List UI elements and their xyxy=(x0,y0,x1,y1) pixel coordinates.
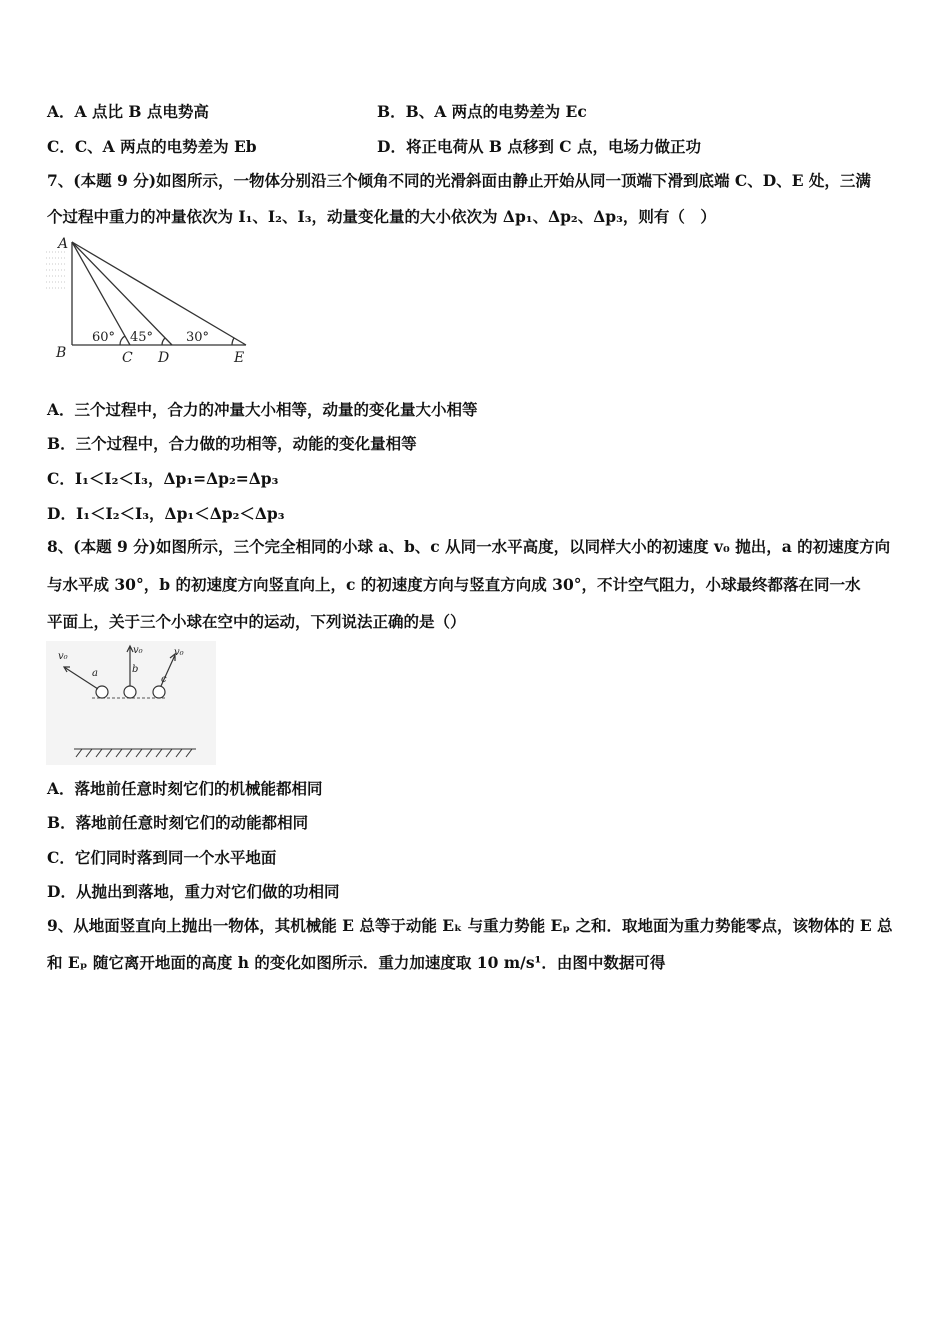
q7-stem-line1: 7、(本题 9 分)如图所示，一物体分别沿三个倾角不同的光滑斜面由静止开始从同一顶端下滑到底端 C、D、E 处，三满 xyxy=(47,171,871,190)
q7-option-a: A．三个过程中，合力的冲量大小相等，动量的变化量大小相等 xyxy=(47,400,478,419)
figure-background xyxy=(46,641,216,765)
q7-incline-figure xyxy=(44,234,264,369)
q6-option-d: D．将正电荷从 B 点移到 C 点，电场力做正功 xyxy=(377,137,701,156)
q7-option-c: C．I₁＜I₂＜I₃，Δp₁=Δp₂=Δp₃ xyxy=(47,469,279,488)
v0-label-b: v₀ xyxy=(133,645,143,656)
ball-b xyxy=(124,686,136,698)
ball-label-a: a xyxy=(92,668,98,679)
angle-arc-c xyxy=(120,336,125,345)
q8-option-b: B．落地前任意时刻它们的动能都相同 xyxy=(47,813,309,832)
q7-option-b: B．三个过程中，合力做的功相等，动能的变化量相等 xyxy=(47,434,417,453)
q8-stem-line2: 与水平成 30°，b 的初速度方向竖直向上，c 的初速度方向与竖直方向成 30°，不计空气阻力，小球最终都落在同一水 xyxy=(47,575,861,594)
angle-arc-e xyxy=(232,338,234,345)
q9-stem-line1: 9、从地面竖直向上抛出一物体，其机械能 E 总等于动能 Eₖ 与重力势能 Eₚ 之和．取地面为重力势能零点，该物体的 E 总 xyxy=(47,916,893,935)
q6-option-c: C．C、A 两点的电势差为 Eb xyxy=(47,137,257,156)
q8-projectile-figure xyxy=(46,641,216,765)
label-d: D xyxy=(158,350,170,366)
q8-option-c: C．它们同时落到同一个水平地面 xyxy=(47,848,277,867)
label-a: A xyxy=(58,236,69,252)
dotted-hatch xyxy=(46,252,66,288)
angle-label-60: 60° xyxy=(92,330,116,345)
q8-stem-line3: 平面上，关于三个小球在空中的运动，下列说法正确的是（） xyxy=(47,612,466,631)
ball-label-b: b xyxy=(132,664,139,675)
label-e: E xyxy=(234,350,245,366)
angle-label-30: 30° xyxy=(186,330,210,345)
ball-c xyxy=(153,686,165,698)
label-b: B xyxy=(56,345,67,361)
q8-option-d: D．从抛出到落地，重力对它们做的功相同 xyxy=(47,882,340,901)
q8-stem-line1: 8、(本题 9 分)如图所示，三个完全相同的小球 a、b、c 从同一水平高度，以同样大小的初速度 v₀ 抛出，a 的初速度方向 xyxy=(47,537,891,556)
v0-label-a: v₀ xyxy=(58,651,68,662)
v0-label-c: v₀ xyxy=(174,647,184,658)
q6-option-b: B．B、A 两点的电势差为 Ec xyxy=(377,102,587,121)
q8-option-a: A．落地前任意时刻它们的机械能都相同 xyxy=(47,779,323,798)
label-c: C xyxy=(122,350,133,366)
ball-a xyxy=(96,686,108,698)
angle-label-45: 45° xyxy=(130,330,154,345)
ball-label-c: c xyxy=(161,674,167,685)
q9-stem-line2: 和 Eₚ 随它离开地面的高度 h 的变化如图所示．重力加速度取 10 m/s¹．由图中数据可得 xyxy=(47,953,666,972)
q7-option-d: D．I₁＜I₂＜I₃，Δp₁＜Δp₂＜Δp₃ xyxy=(47,504,285,523)
q7-stem-line2: 个过程中重力的冲量依次为 I₁、I₂、I₃，动量变化量的大小依次为 Δp₁、Δp₂、Δp₃，则有（ ） xyxy=(47,207,716,226)
q6-option-a: A．A 点比 B 点电势高 xyxy=(47,102,209,121)
angle-arc-d xyxy=(162,338,165,345)
